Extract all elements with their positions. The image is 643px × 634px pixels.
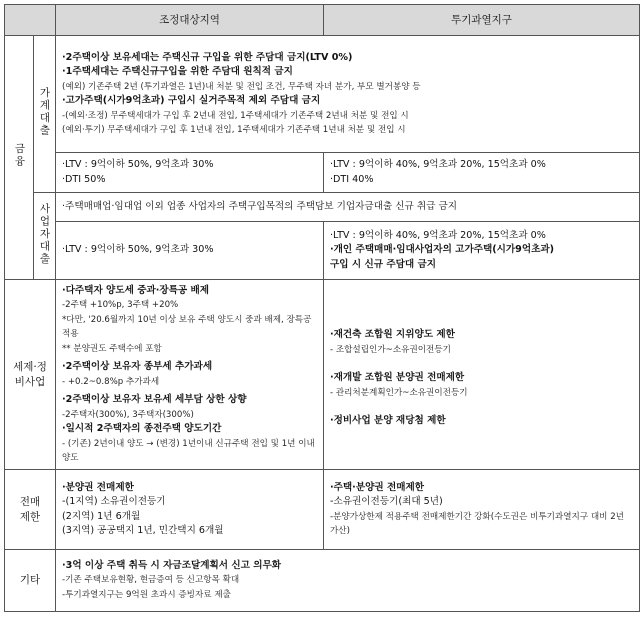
tax-adjust-line-8: -2주택자(300%), 3주택자(300%)	[62, 409, 194, 420]
header-adjustment-zone: 조정대상지역	[56, 5, 324, 36]
other-row	[5, 550, 640, 612]
business-overheat-line-2: ·개인 주택매매·임대사업자의 고가주택(시가9억초과)	[330, 244, 555, 256]
business-loan-common-row	[5, 193, 640, 222]
resale-adjust-line-4: (3지역) 공공택지 1년, 민간택지 6개월	[62, 525, 224, 536]
regulation-table	[4, 4, 640, 612]
other-category	[5, 550, 56, 612]
other-label: 기타	[19, 574, 41, 586]
regulation-table-frame	[4, 4, 639, 630]
resale-adjust-line-1: ·분양권 전매제한	[62, 481, 134, 493]
tax-overheat-line-5: ·정비사업 분양 재당첨 제한	[330, 415, 446, 427]
tax-adjust-line-10: - (기존) 2년이내 양도 → (변경) 1년이내 신규주택 전입 및 1년 이내 양도	[62, 438, 315, 463]
tax-adjust-cell	[56, 280, 324, 470]
resale-overheat-line-1: ·주택·분양권 전매제한	[330, 481, 425, 493]
tax-overheat-line-4: - 관리처분계획인가~소유권이전등기	[330, 387, 468, 398]
household-adjust-ltv: ·LTV : 9억이하 50%, 9억초과 30%	[62, 159, 214, 170]
tax-category	[5, 280, 56, 470]
resale-adjust-cell	[56, 470, 324, 550]
finance-category	[5, 36, 34, 280]
other-line-1: ·3억 이상 주택 취득 시 자금조달계획서 신고 의무화	[62, 559, 282, 571]
other-line-3: -투기과열지구는 9억원 초과시 증빙자료 제출	[62, 589, 231, 600]
household-overheat-dti: ·DTI 40%	[330, 173, 374, 185]
tax-overheat-cell	[324, 280, 640, 470]
household-line-5: -(예외·조정) 무주택세대가 구입 후 2년내 전입, 1주택세대가 기존주택 2년내 처분 및 전입 시	[62, 110, 409, 121]
resale-overheat-line-2: -소유권이전등기(최대 5년)	[330, 496, 443, 507]
household-adjust-cell	[56, 153, 324, 193]
business-overheat-cell	[324, 222, 640, 280]
business-adjust-ltv: ·LTV : 9억이하 50%, 9억초과 30%	[62, 244, 214, 256]
tax-label: 세제·정비사업	[13, 360, 47, 388]
household-overheat-cell	[324, 153, 640, 193]
household-line-2: ·1주택세대는 주택신규구입을 위한 주담대 원칙적 금지	[62, 66, 293, 77]
tax-adjust-line-5: ·2주택이상 보유자 종부세 추가과세	[62, 361, 213, 372]
resale-adjust-line-2: -(1지역) 소유권이전등기	[62, 496, 166, 507]
resale-row	[5, 470, 640, 550]
tax-overheat-line-1: ·재건축 조합원 지위양도 제한	[330, 329, 455, 341]
household-adjust-dti: ·DTI 50%	[62, 173, 106, 185]
tax-adjust-line-9: ·일시적 2주택자의 종전주택 양도기간	[62, 423, 222, 434]
tax-adjust-line-1: ·다주택자 양도세 중과·장특공 배제	[62, 284, 210, 296]
header-overheated-zone: 투기과열지구	[324, 5, 640, 36]
other-cell	[56, 550, 640, 612]
household-loan-label: 가계대출	[38, 87, 51, 137]
household-line-3: (예외) 기존주택 2년 (투기과열은 1년)내 처분 및 전입 조건, 무주택 자녀 분가, 부모 별거봉양 등	[62, 81, 421, 92]
tax-adjust-line-2: -2주택 +10%p, 3주택 +20%	[62, 300, 179, 310]
resale-adjust-line-3: (2지역) 1년 6개월	[62, 510, 141, 522]
other-line-2: -기존 주택보유현황, 현금증여 등 신고항목 확대	[62, 575, 240, 586]
business-loan-label: 사업자대출	[38, 202, 51, 266]
business-loan-split-row	[5, 222, 640, 280]
business-overheat-line-3: 구입 시 신규 주담대 금지	[330, 258, 437, 270]
tax-overheat-line-2: - 조합설립인가~소유권이전등기	[330, 344, 451, 355]
household-loan-common-cell	[56, 36, 640, 153]
household-overheat-ltv: ·LTV : 9억이하 40%, 9억초과 20%, 15억초과 0%	[330, 159, 546, 170]
finance-label: 금융	[13, 142, 26, 168]
business-overheat-ltv: ·LTV : 9억이하 40%, 9억초과 20%, 15억초과 0%	[330, 229, 546, 241]
household-line-4: ·고가주택(시가9억초과) 구입시 실거주목적 제외 주담대 금지	[62, 95, 321, 106]
household-loan-split-row	[5, 153, 640, 193]
resale-overheat-cell	[324, 470, 640, 550]
tax-adjust-line-7: ·2주택이상 보유자 보유세 세부담 상한 상향	[62, 394, 247, 405]
tax-adjust-line-6: - +0.2~0.8%p 추가과세	[62, 376, 160, 387]
business-loan-subcategory	[34, 193, 56, 280]
tax-overheat-line-3: ·재개발 조합원 분양권 전매제한	[330, 372, 465, 384]
household-loan-common-row	[5, 36, 640, 153]
resale-category	[5, 470, 56, 550]
tax-adjust-line-3: *다만, '20.6월까지 10년 이상 보유 주택 양도시 중과 배제, 장특공 적용	[62, 314, 312, 339]
household-loan-subcategory	[34, 36, 56, 193]
header-blank	[5, 5, 56, 36]
resale-label: 전매제한	[19, 495, 41, 523]
household-line-6: (예외·투기) 무주택세대가 구입 후 1년내 전입, 1주택세대가 기존주택 1년내 처분 및 전입 시	[62, 125, 406, 135]
business-loan-common-cell	[56, 193, 640, 222]
resale-overheat-line-3: -분양가상한제 적용주택 전매제한기간 강화(수도권은 비투기과열지구 대비 2년 가산)	[330, 511, 624, 536]
household-line-1: ·2주택이상 보유세대는 주택신규 구입을 위한 주담대 금지(LTV 0%)	[62, 51, 353, 63]
tax-adjust-line-4: ** 분양권도 주택수에 포함	[62, 343, 162, 354]
business-adjust-cell	[56, 222, 324, 280]
tax-row	[5, 280, 640, 470]
business-common-line: ·주택매매업·임대업 이외 업종 사업자의 주택구입목적의 주택담보 기업자금대출 신규 취급 금지	[62, 200, 457, 212]
header-row	[5, 5, 640, 36]
